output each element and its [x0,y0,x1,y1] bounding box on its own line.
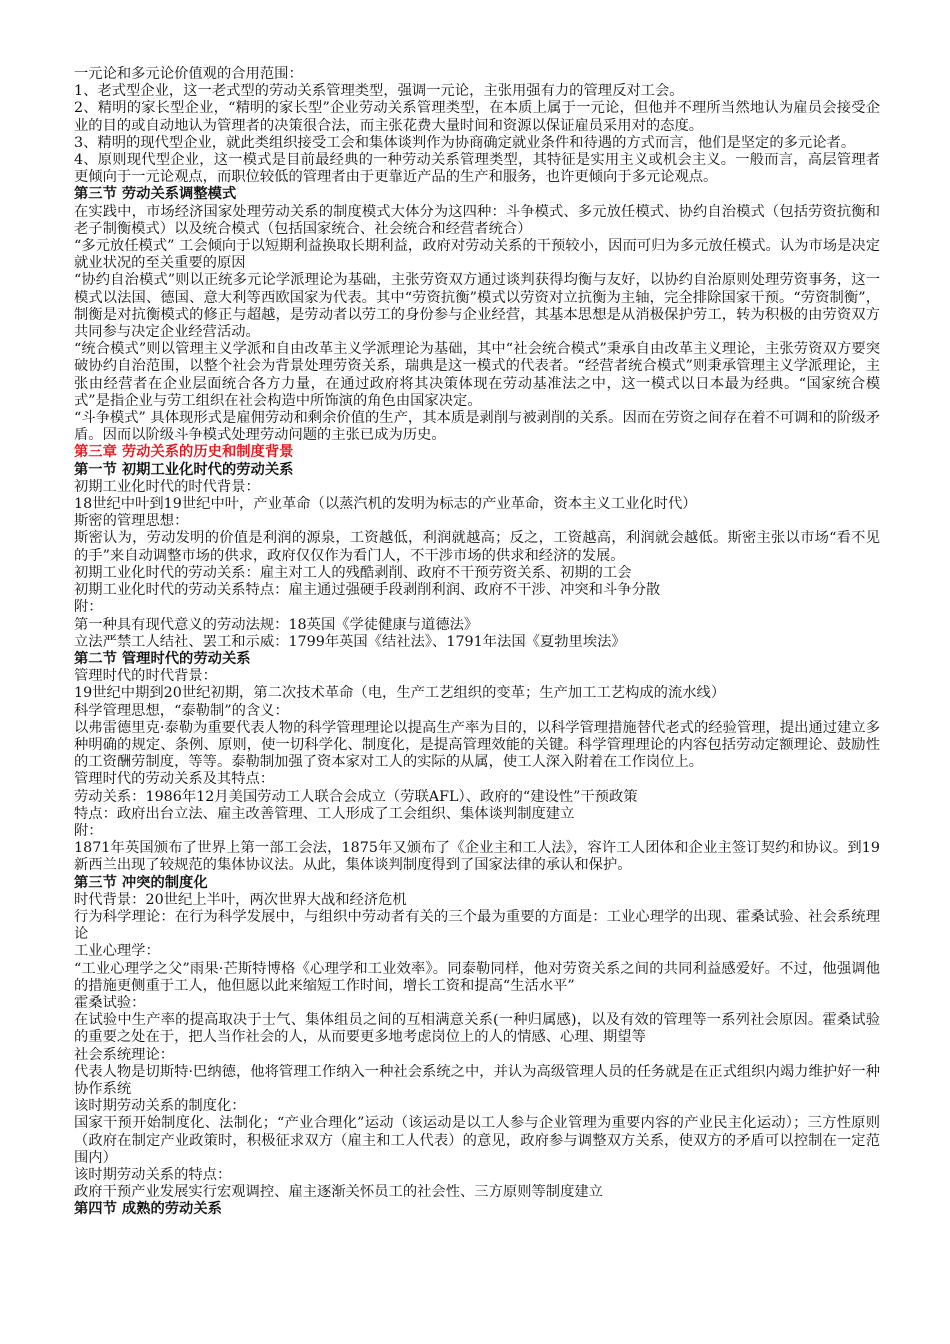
paragraph: 初期工业化时代的劳动关系特点：雇主通过强硬手段剥削利润、政府不干涉、冲突和斗争分散 [74,582,661,599]
paragraph: 附： [74,599,103,616]
paragraph: “统合模式”则以管理主义学派和自由改革主义学派理论为基础，其中“社会统合模式”秉承自由改革主义理论，主张劳资双方要突破协约自治范围，以整个社会为背景处理劳资关系，瑞典是这一模式的代表者。“经营者统合模式”则秉承管理主义学派理论，主张由经营者在企业层面统合各方力量，在通过政府将其决策体现在劳动基准法之中，这一模式以日本最为经典。“国家统合模式”是指企业与劳工组织在社会构造中所饰演的角色由国家决定。 [74,341,880,409]
paragraph: 一元论和多元论价值观的合用范围： [74,66,303,82]
paragraph: 立法严禁工人结社、罢工和示威：1799年英国《结社法》、1791年法国《夏勃里埃法》 [74,633,626,650]
section-heading: 第四节 成熟的劳动关系 [74,1201,222,1218]
paragraph: 该时期劳动关系的特点： [74,1167,232,1183]
paragraph: 18世纪中叶到19世纪中叶，产业革命（以蒸汽机的发明为标志的产业革命，资本主义工业化时代） [74,496,697,513]
paragraph: 行为科学理论：在行为科学发展中，与组织中劳动者有关的三个最为重要的方面是：工业心理学的出现、霍桑试验、社会系统理论 [74,908,880,943]
paragraph: 政府干预产业发展实行宏观调控、雇主逐渐关怀员工的社会性、三方原则等制度建立 [74,1184,603,1201]
paragraph: 霍桑试验： [74,994,146,1011]
paragraph: 在实践中，市场经济国家处理劳动关系的制度模式大体分为这四种：斗争模式、多元放任模式、协约自治模式（包括劳资抗衡和老子制衡模式）以及统合模式（包括国家统合、社会统合和经营者统合） [74,203,880,237]
paragraph: 3、精明的现代型企业，就此类组织接受工会和集体谈判作为协商确定就业条件和待遇的方式而言，他们是坚定的多元论者。 [74,134,856,151]
paragraph: “工业心理学之父”雨果·芒斯特博格《心理学和工业效率》。同泰勒同样，他对劳资关系之间的共同利益感爱好。不过，他强调他的措施更侧重于工人，他但愿以此来缩短工作时间，增长工资和提高“生活水平” [74,960,880,994]
paragraph: 初期工业化时代的时代背景： [74,478,260,495]
paragraph: 2、精明的家长型企业，“精明的家长型”企业劳动关系管理类型，在本质上属于一元论，但他并不理所当然地认为雇员会接受企业的目的或自动地认为管理者的决策很合法，而主张花费大量时间和资源以保证雇员采用对的态度。 [74,100,880,134]
section-heading: 第三节 冲突的制度化 [74,874,208,891]
paragraph: 社会系统理论： [74,1046,175,1063]
paragraph: 斯密的管理思想： [74,513,189,530]
paragraph: 4、原则现代型企业，这一模式是目前最经典的一种劳动关系管理类型，其特征是实用主义或机会主义。一般而言，高层管理者更倾向于一元论观点，而职位较低的管理者由于更靠近产品的生产和服务，也许更倾向于多元论观点。 [74,152,880,186]
paragraph: 初期工业化时代的劳动关系：雇主对工人的残酷剥削、政府不干预劳资关系、初期的工会 [74,564,632,581]
paragraph: “协约自治模式”则以正统多元论学派理论为基础，主张劳资双方通过谈判获得均衡与友好，以协约自治原则处理劳资事务，这一模式以法国、德国、意大利等西欧国家为代表。其中“劳资抗衡”模式以劳资对立抗衡为主轴，完全排除国家干预。“劳资制衡”，制衡是对抗衡模式的修正与超越，是劳动者以劳工的身份参与企业经营，其基本思想是从消极保护劳工，转为积极的由劳资双方共同参与决定企业经营活动。 [74,272,880,341]
paragraph: 劳动关系：1986年12月美国劳动工人联合会成立（劳联AFL）、政府的“建设性”干预政策 [74,788,638,805]
paragraph: 管理时代的时代背景： [74,668,217,685]
paragraph: 在试验中生产率的提高取决于士气、集体组员之间的互相满意关系(一种归属感)，以及有效的管理等一系列社会原因。霍桑试验的重要之处在于，把人当作社会的人，从而要更多地考虑岗位上的人的情感、心理、期望等 [74,1012,880,1046]
document-body [74,66,880,1219]
paragraph: 代表人物是切斯特·巴纳德，他将管理工作纳入一种社会系统之中，并认为高级管理人员的任务就是在正式组织内竭力维护好一种协作系统 [74,1063,880,1097]
paragraph: 第一种具有现代意义的劳动法规：18英国《学徒健康与道德法》 [74,616,479,633]
paragraph: 特点：政府出台立法、雇主改善管理、工人形成了工会组织、集体谈判制度建立 [74,805,575,822]
paragraph: 管理时代的劳动关系及其特点： [74,771,275,788]
section-heading: 第二节 管理时代的劳动关系 [74,650,251,667]
paragraph: “多元放任模式” 工会倾向于以短期利益换取长期利益，政府对劳动关系的干预较小，因而可归为多元放任模式。认为市场是决定就业状况的至关重要的原因 [74,238,880,272]
paragraph: 附： [74,822,103,839]
paragraph: 以弗雷德里克·泰勒为重要代表人物的科学管理理论以提高生产率为目的，以科学管理措施替代老式的经验管理，提出通过建立多种明确的规定、条例、原则，使一切科学化、制度化，是提高管理效能的关键。科学管理理论的内容包括劳动定额理论、鼓励性的工资酬劳制度，等等。泰勒制加强了资本家对工人的实际的从属，使工人深入附着在工作岗位上。 [74,719,880,771]
section-heading: 第三节 劳动关系调整模式 [74,186,237,203]
paragraph: 科学管理思想，“泰勒制”的含义： [74,702,289,719]
paragraph: 1871年英国颁布了世界上第一部工会法，1875年又颁布了《企业主和工人法》，容许工人团体和企业主签订契约和协议。到19新西兰出现了较规范的集体协议法。从此，集体谈判制度得到了国家法律的承认和保护。 [74,840,880,874]
paragraph: 国家干预开始制度化、法制化；“产业合理化”运动（该运动是以工人参与企业管理为重要内容的产业民主化运动）；三方性原则（政府在制定产业政策时，积极征求双方（雇主和工人代表）的意见，政府参与调整双方关系，使双方的矛盾可以控制在一定范围内） [74,1115,880,1166]
paragraph: 斯密认为，劳动发明的价值是利润的源泉，工资越低，利润就越高；反之，工资越高，利润就会越低。斯密主张以市场“看不见的手”来自动调整市场的供求，政府仅仅作为看门人，不干涉市场的供求和经济的发展。 [74,530,880,564]
paragraph: “斗争模式” 具体现形式是雇佣劳动和剩余价值的生产，其本质是剥削与被剥削的关系。因而在劳资之间存在着不可调和的阶级矛盾。因而以阶级斗争模式处理劳动问题的主张已成为历史。 [74,410,880,444]
paragraph: 19世纪中期到20世纪初期，第二次技术革命（电，生产工艺组织的变革；生产加工工艺构成的流水线） [74,685,726,702]
paragraph: 该时期劳动关系的制度化： [74,1098,246,1115]
chapter-heading: 第三章 劳动关系的历史和制度背景 [74,444,294,461]
paragraph: 时代背景：20世纪上半叶，两次世界大战和经济危机 [74,891,407,908]
paragraph: 1、老式型企业，这一老式型的劳动关系管理类型，强调一元论，主张用强有力的管理反对工会。 [74,83,684,100]
section-heading: 第一节 初期工业化时代的劳动关系 [74,461,294,478]
paragraph: 工业心理学： [74,943,160,960]
